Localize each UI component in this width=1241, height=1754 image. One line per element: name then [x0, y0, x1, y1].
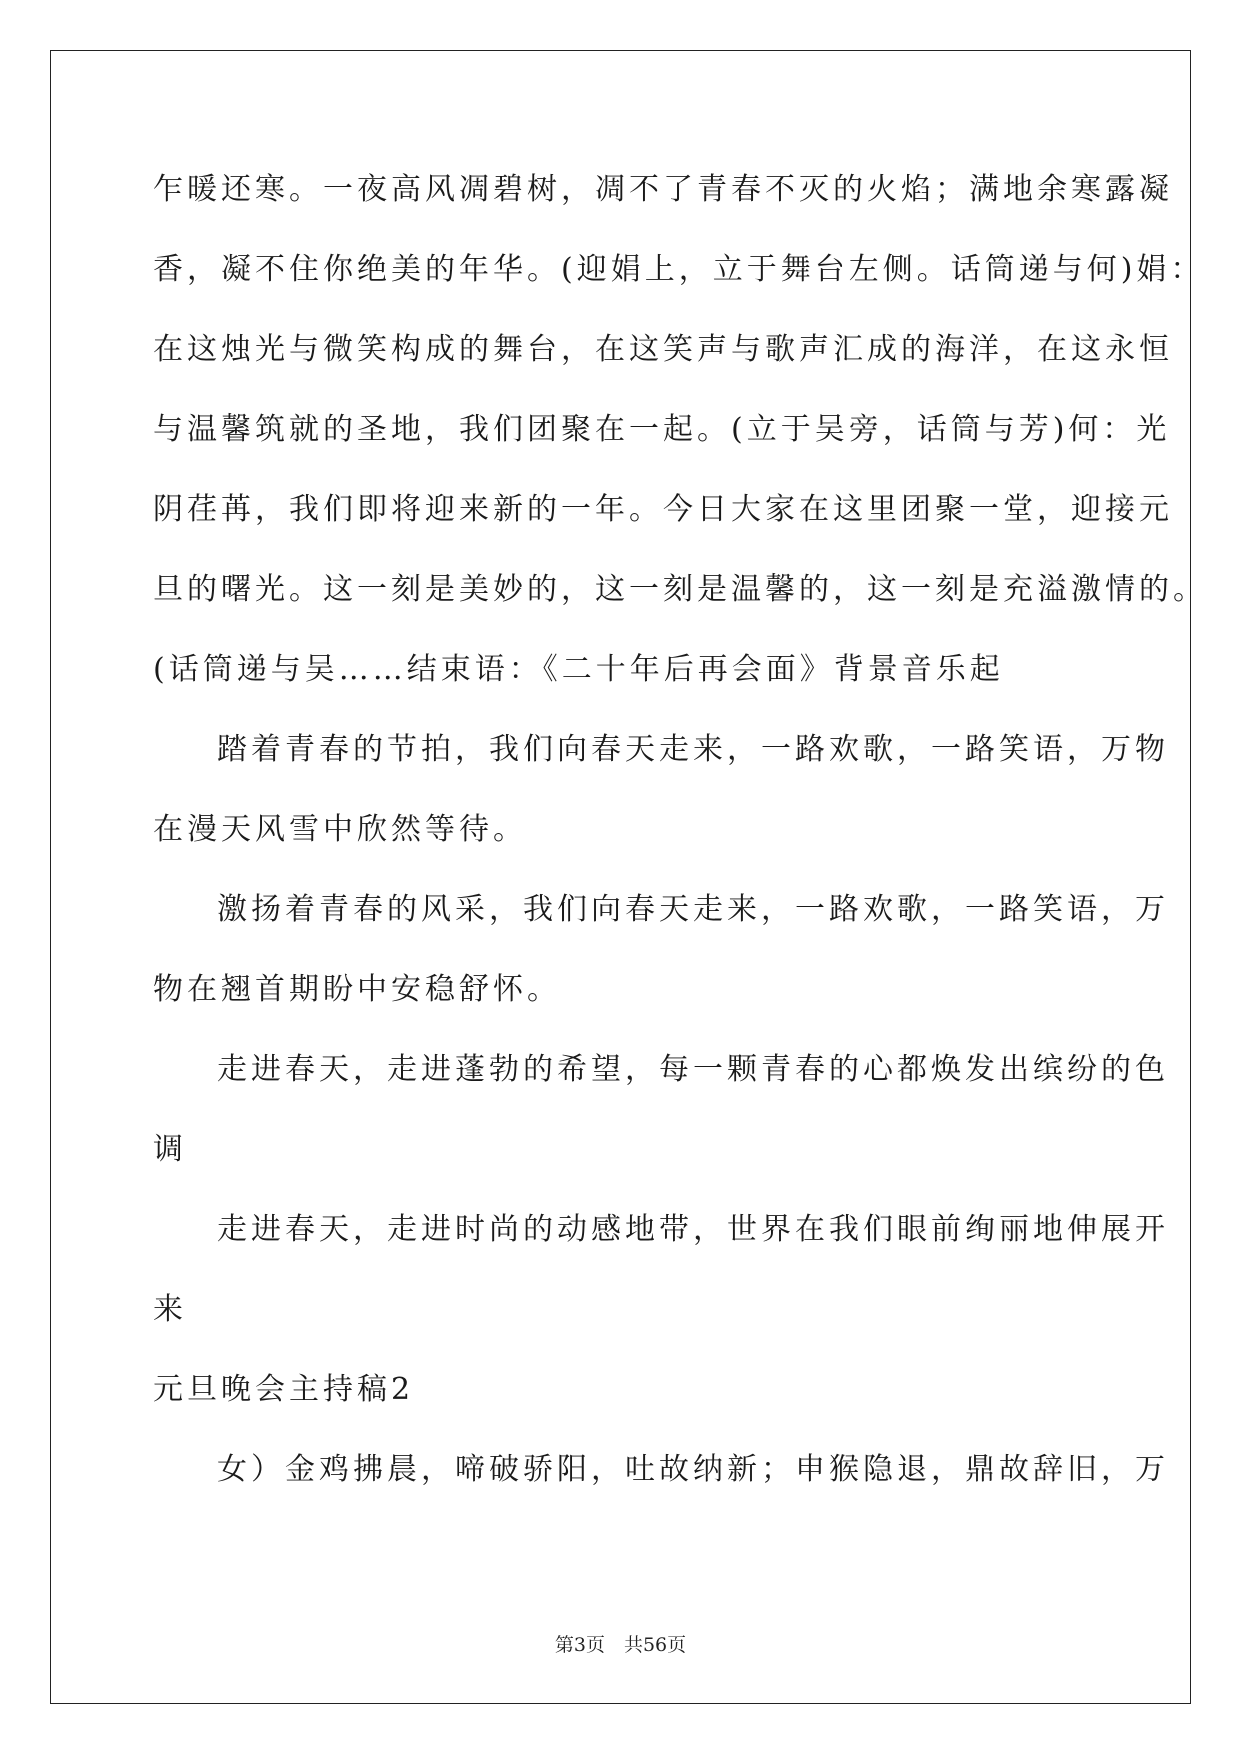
- text-line: 女）金鸡拂晨，啼破骄阳，吐故纳新；申猴隐退，鼎故辞旧，万: [217, 1452, 1169, 1487]
- document-body: [153, 160, 1207, 1520]
- text-line: 旦的曙光。这一刻是美妙的，这一刻是温馨的，这一刻是充溢激情的。: [153, 572, 1207, 607]
- text-line: 物在翘首期盼中安稳舒怀。: [153, 972, 561, 1007]
- text-line: 元旦晚会主持稿2: [153, 1372, 415, 1407]
- text-line: (话筒递与吴……结束语：《二十年后再会面》背景音乐起: [153, 652, 1004, 687]
- text-line: 与温馨筑就的圣地，我们团聚在一起。(立于吴旁，话筒与芳)何：光: [153, 412, 1171, 447]
- text-line: 乍暖还寒。一夜高风凋碧树，凋不了青春不灭的火焰；满地余寒露凝: [153, 172, 1173, 207]
- text-line: 调: [153, 1132, 187, 1167]
- text-line: 踏着青春的节拍，我们向春天走来，一路欢歌，一路笑语，万物: [217, 732, 1169, 767]
- text-line: 激扬着青春的风采，我们向春天走来，一路欢歌，一路笑语，万: [217, 892, 1169, 927]
- page-number-footer: 第3页 共56页: [554, 1634, 687, 1656]
- text-line: 阴荏苒，我们即将迎来新的一年。今日大家在这里团聚一堂，迎接元: [153, 492, 1173, 527]
- text-line: 来: [153, 1292, 187, 1327]
- text-line: 走进春天，走进蓬勃的希望，每一颗青春的心都焕发出缤纷的色: [217, 1052, 1169, 1087]
- text-line: 走进春天，走进时尚的动感地带，世界在我们眼前绚丽地伸展开: [217, 1212, 1169, 1247]
- text-line: 在这烛光与微笑构成的舞台，在这笑声与歌声汇成的海洋，在这永恒: [153, 332, 1173, 367]
- text-line: 香，凝不住你绝美的年华。(迎娟上，立于舞台左侧。话筒递与何)娟：: [153, 252, 1205, 287]
- text-line: 在漫天风雪中欣然等待。: [153, 812, 527, 847]
